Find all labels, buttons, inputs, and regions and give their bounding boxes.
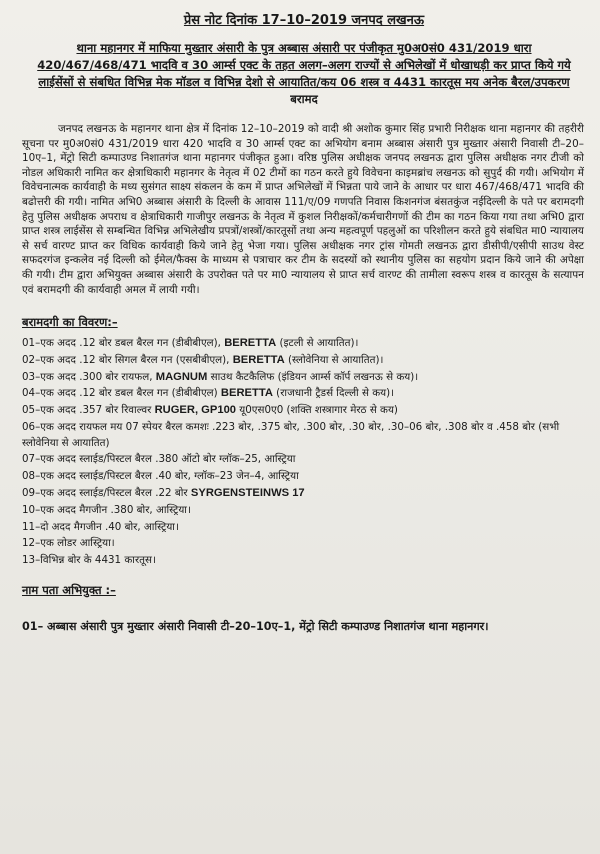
recovery-list	[22, 336, 586, 569]
recovery-item-text: 07–एक अदद स्लाईड/पिस्टल बैरल .380 ऑटो बोर ग्लॉक–25, आस्ट्रिया	[22, 453, 296, 466]
recovery-item-text: 10–एक अदद मैगजीन .380 बोर, आस्ट्रिया।	[22, 503, 191, 516]
recovery-item	[22, 336, 586, 352]
recovery-item-detail: यू0एस0ए0 (शक्ति शस्त्रागार मेरठ से कय)	[236, 404, 398, 417]
recovery-item-text: 01–एक अदद .12 बोर डबल बैरल गन (डीबीबीएल),	[22, 337, 225, 350]
recovery-item	[22, 536, 586, 552]
recovery-item	[22, 353, 586, 369]
recovery-item	[22, 486, 586, 502]
recovery-item-text: 05–एक अदद .357 बोर रिवाल्वर	[22, 404, 155, 417]
recovery-item-brand: SYRGENSTEINWS 17	[190, 486, 305, 499]
recovery-item-brand: BERETTA	[232, 353, 285, 366]
recovery-item	[22, 403, 586, 419]
recovery-item	[22, 370, 586, 386]
recovery-item-text: 12–एक लोडर आस्ट्रिया।	[22, 537, 115, 550]
recovery-item-brand: BERETTA	[224, 337, 277, 350]
recovery-item-detail: (इटली से आयातित)।	[276, 337, 359, 350]
incident-paragraph: जनपद लखनऊ के महानगर थाना क्षेत्र में दिनांक 12–10–2019 को वादी श्री अशोक कुमार सिंह प्रभारी निरीक्षक थाना महानगर की तहरीरी सूचना पर मु0अ0सं0 431/2019 धारा 420 भादवि व 30 आर्म्स एक्ट का अभियोग बनाम अब्बास अंसारी पुत्र मुख्तार अंसारी निवासी टी–20–10ए–1, मेंट्रो सिटी कम्पाउण्ड निशातगंज थाना महानगर पंजीकृत हुआ। वरिष्ठ पुलिस अधीक्षक जनपद लखनऊ द्वारा पुलिस अधीक्षक नगर टीजी को नोडल अधिकारी नामित कर क्षेत्राधिकारी महानगर के नेतृत्व में 02 टीमों का गठन करते हुये विवेचना काइमब्रांच लखनऊ को सुपुर्द की गयी। अभियोग में विवेचनात्मक कार्यवाही के मध्य सुसंगत साक्ष्य संकलन के कम में प्राप्त अभिलेखों में भिन्नता पाये जाने के आधार पर धारा 467/468/471 भादवि की बढोत्तरी की गयी। नामित अभि0 अब्बास अंसारी के दिल्ली के आवास 111/ए/09 गणपति निवास किशनगंज बंसतकुंज नईदिल्ली के पते पर बरामदगी हेतु पुलिस अधीक्षक अपराध व क्षेत्राधिकारी गाजीपुर लखनऊ के नेतृत्व में कुशल निरीक्षकों/कर्मचारीगणों की टीम का गठन किया गया तथा अभि0 द्वारा प्राप्त शस्त्र लाईसेंस से सम्बन्धित विभिन्न अभिलेखीय प्रपत्रों/शस्त्रों/कारतूसों तथा अन्य महत्वपूर्ण पहलुओं का परिशीलन करते हुये संबधित मा0 न्यायालय से सर्च वारण्ट प्राप्त कर विधिक कार्यवाही किये जाने हेतु भेजा गया। पुलिस अधीक्षक नगर ट्रांस गोमती लखनऊ द्वारा डीसीपी/एसीपी साउथ वेस्ट सफदरगंज इन्कलेव नई दिल्ली को ईमेल/फैक्स के माध्यम से पत्राचार कर टीम के सदस्यों को स्थानीय पुलिस का सहयोग प्रदान किये जाने की अपेक्षा की गयी। टीम द्वारा अभियुक्त अब्बास अंसारी के उपरोक्त पते पर मा0 न्यायालय से प्राप्त सर्च वारण्ट की तामीला स्वरूप शस्त्र व कारतूस के सत्यापन एवं बरामदगी की कार्यवाही अमल में लायी गयी।	[22, 123, 584, 296]
recovery-item	[22, 553, 586, 569]
accused-section-title: नाम पता अभियुक्त :–	[22, 582, 116, 597]
press-note-title: प्रेस नोट दिनांक 17–10–2019 जनपद लखनऊ	[183, 13, 425, 28]
recovery-item-text: 02–एक अदद .12 बोर सिगल बैरल गन (एसबीबीएल),	[22, 353, 233, 366]
recovery-item	[22, 520, 586, 536]
recovery-item	[22, 386, 586, 402]
accused-entry: 01– अब्बास अंसारी पुत्र मुख्तार अंसारी निवासी टी–20–10ए–1, मेंट्रो सिटी कम्पाउण्ड निशातगंज थाना महानगर।	[22, 619, 489, 633]
recovery-item-text: 09–एक अदद स्लाईड/पिस्टल बैरल .22 बोर	[22, 486, 191, 499]
recovery-item-detail: साउथ कैटकैलिफ (इंडियन आर्म्स कॉर्प लखनऊ से कय)।	[207, 370, 419, 383]
recovery-item	[22, 503, 586, 519]
recovery-item-text: 04–एक अदद .12 बोर डबल बैरल गन (डीबीबीएल)	[22, 387, 221, 400]
recovery-item-text: 11–दो अदद मैगजीन .40 बोर, आस्ट्रिया।	[22, 520, 179, 533]
recovery-item-detail: (राजधानी ट्रैडर्स दिल्ली से कय)।	[272, 387, 395, 400]
recovery-item-text: 03–एक अदद .300 बोर रायफल,	[22, 370, 156, 383]
subject-main-text: थाना महानगर में माफिया मुख्तार अंसारी के पुत्र अब्बास अंसारी पर पंजीकृत मु0अ0सं0 431/2019 धारा 420/467/468/471 भादवि व 30 आर्म्स एक्ट के तहत अलग–अलग राज्यों से अभिलेखों में धोखाधड़ी कर प्राप्त किये गये लाईसेंसों से संबधित विभिन्न मेक मॉडल व विभिन्न देशो से आयातित/कय 06 शस्त्र व 4431 कारतूस मय अनेक बैरल/उपकरण	[37, 41, 571, 89]
recovery-item-text: 08–एक अदद स्लाईड/पिस्टल बैरल .40 बोर, ग्लॉक–23 जेन–4, आस्ट्रिया	[22, 470, 299, 483]
recovery-item-detail: (स्लोवेनिया से आयातित)।	[284, 353, 384, 366]
recovery-item-brand: MAGNUM	[155, 370, 208, 383]
subject-heading	[28, 40, 580, 108]
recovery-item	[22, 452, 586, 468]
recovery-item-text: 13–विभिन्न बोर के 4431 कारतूस।	[22, 554, 156, 567]
recovery-section-title: बरामदगी का विवरण:–	[22, 315, 118, 330]
recovery-item-brand: BERETTA	[220, 387, 273, 400]
subject-tail-text: बरामद	[290, 92, 318, 106]
recovery-item-text: 06–एक अदद रायफल मय 07 स्पेयर बैरल कमशः .223 बोर, .375 बोर, .300 बोर, .30 बोर, .30–06 बोर, .308 बोर व .458 बोर (सभी स्लोवेनिया से आयातित)	[22, 421, 560, 449]
recovery-item	[22, 469, 586, 485]
recovery-item	[22, 420, 586, 451]
recovery-item-brand: RUGER, GP100	[154, 404, 237, 417]
